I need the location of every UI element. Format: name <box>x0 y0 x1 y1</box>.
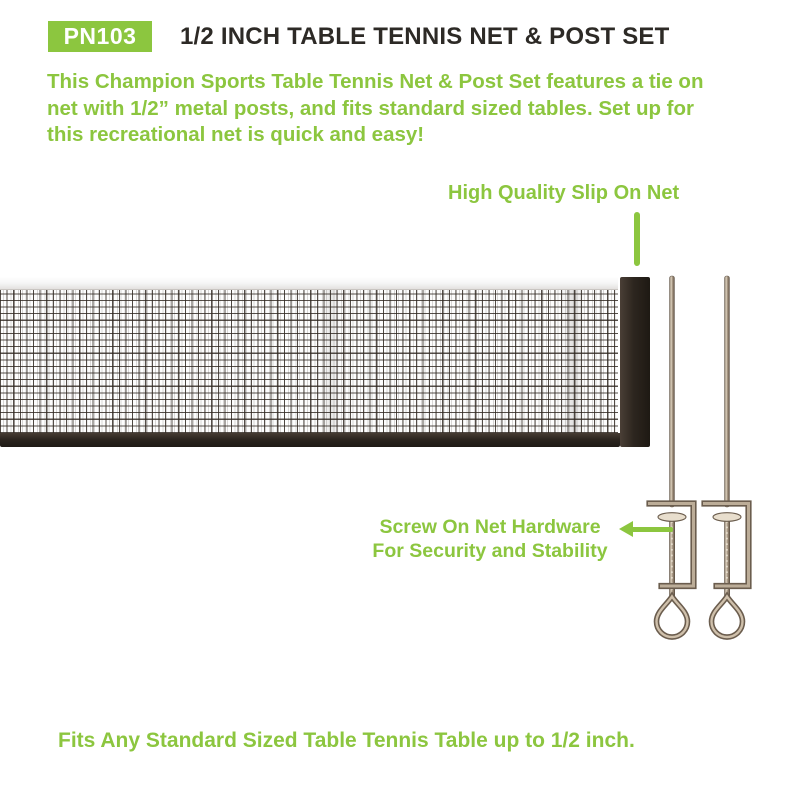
description-line: This Champion Sports Table Tennis Net & Post Set features a tie on <box>47 70 704 93</box>
hardware-arrow-line-icon <box>631 527 673 532</box>
sku-badge <box>48 21 152 52</box>
page-title: 1/2 INCH TABLE TENNIS NET & POST SET <box>180 23 670 50</box>
net-mesh <box>0 290 618 433</box>
net-posts-and-clamps-image <box>640 270 775 650</box>
product-description <box>47 69 703 149</box>
description-line: net with 1/2” metal posts, and fits standard sized tables. Set up for <box>47 96 695 120</box>
hardware-callout-label <box>352 515 628 563</box>
description-line: this recreational net is quick and easy! <box>47 123 425 146</box>
net-top-band <box>0 277 618 290</box>
hardware-callout-line1: Screw On Net Hardware <box>379 516 601 538</box>
footer-caption: Fits Any Standard Sized Table Tennis Table up to 1/2 inch. <box>58 729 635 752</box>
hardware-arrow-left-icon <box>619 521 633 537</box>
sku-badge-label: PN103 <box>63 23 137 49</box>
table-tennis-net-image <box>0 277 650 447</box>
hardware-callout-line2: For Security and Stability <box>372 540 608 562</box>
net-pointer-line-icon <box>634 212 640 266</box>
net-bottom-band <box>0 433 620 447</box>
post-clamp-right <box>705 276 749 637</box>
net-callout-label: High Quality Slip On Net <box>448 182 680 204</box>
post-clamp-left <box>650 276 694 637</box>
